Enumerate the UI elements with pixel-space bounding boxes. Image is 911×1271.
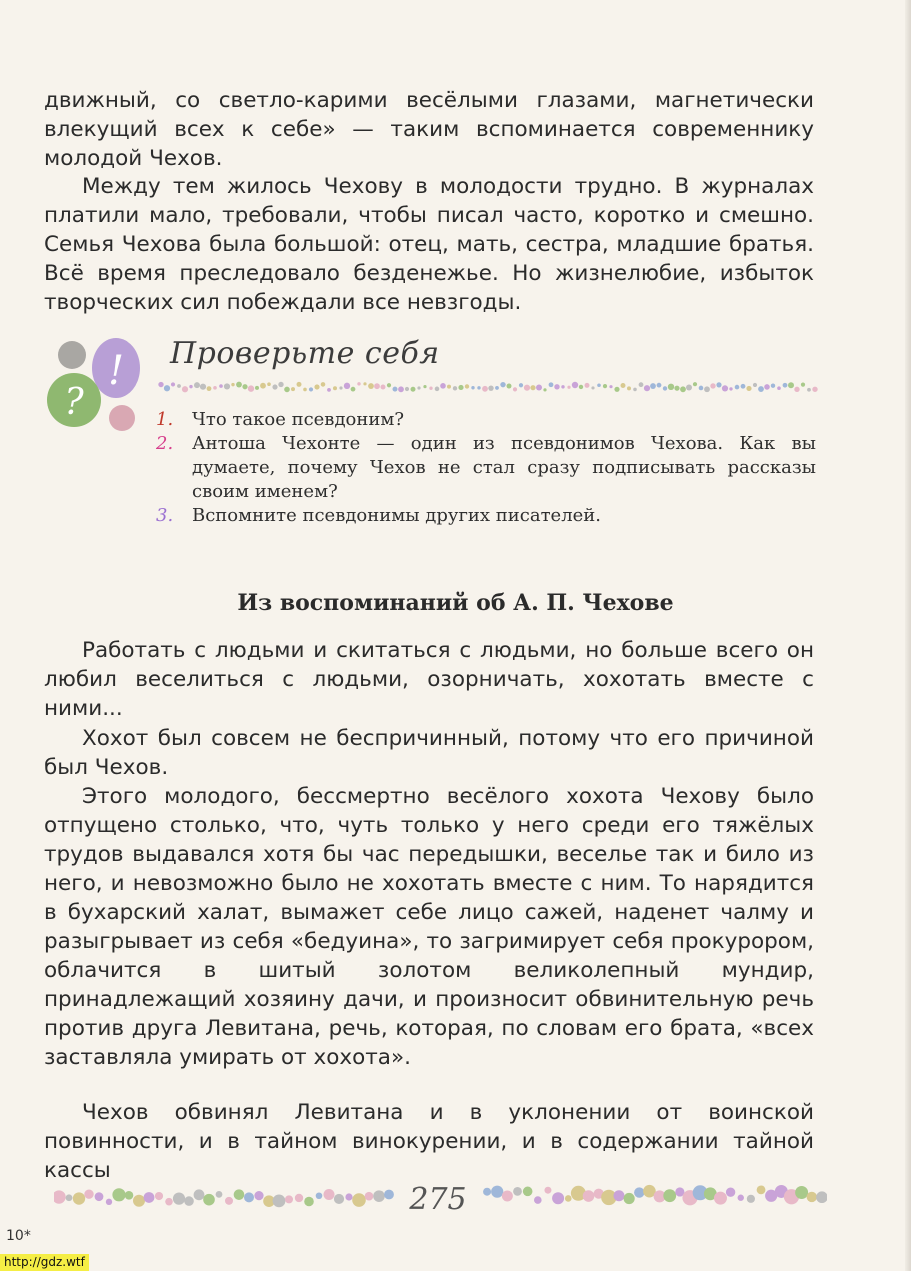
question-list [156, 408, 816, 528]
decorative-dot [260, 383, 266, 389]
decorative-dot [273, 1194, 286, 1207]
decorative-dot [738, 1195, 744, 1201]
decorative-dot [543, 388, 546, 391]
decorative-dot [609, 385, 612, 388]
decorative-dot [735, 385, 740, 390]
decorative-dot [554, 384, 559, 389]
decorative-dot [254, 1191, 263, 1200]
decorative-dot [634, 1187, 644, 1197]
decorative-dot [783, 383, 788, 388]
decorative-dot [423, 385, 426, 388]
decorative-dot [746, 386, 751, 391]
decorative-dot [297, 382, 302, 387]
decorative-dot [482, 386, 488, 392]
decorative-dot [657, 383, 662, 388]
svg-text:?: ? [64, 382, 84, 423]
decorative-dot [764, 384, 770, 390]
decorative-dot [440, 383, 446, 389]
decorative-dot [795, 1186, 808, 1199]
decorative-dot [693, 382, 697, 386]
page-number: 275 [409, 1182, 467, 1217]
decorative-dot [453, 386, 457, 390]
decorative-dot [699, 386, 704, 391]
check-yourself-title: Проверьте себя [170, 336, 440, 371]
decorative-dot [565, 1195, 572, 1202]
decorative-dot [345, 1193, 352, 1200]
decorative-dot [84, 1189, 93, 1198]
decorative-dot [244, 1192, 254, 1202]
decorative-dot [203, 1194, 215, 1206]
decorative-dot [357, 382, 360, 385]
decorative-dot [507, 384, 512, 389]
decorative-dot [663, 1189, 676, 1202]
decorative-dot [524, 385, 530, 391]
decorative-dot [144, 1192, 155, 1203]
decorative-dot [314, 384, 319, 389]
decorative-dot [173, 1193, 185, 1205]
memoir-paragraph-2: Хохот был совсем не беспричинный, потому что его причиной был Чехов. [44, 726, 814, 780]
decorative-dot [125, 1191, 134, 1200]
decorative-dot [650, 383, 656, 389]
question-exclamation-icon [44, 338, 154, 438]
decorative-dot [73, 1192, 85, 1204]
decorative-dot [393, 387, 398, 392]
memoir-paragraph-4: Чехов обвинял Левитана и в уклонении от воинской повинности, и в тайном винокурении, и в содержании тайной кассы [44, 1100, 814, 1183]
decorative-dot [182, 386, 188, 392]
decorative-dot [194, 1189, 205, 1200]
decorative-dot [339, 386, 342, 389]
decorative-dot [158, 382, 163, 387]
decorative-dot [519, 383, 523, 387]
decorative-dot-line [54, 1186, 394, 1210]
decorative-dot [613, 1190, 624, 1201]
decorative-dot [435, 387, 440, 392]
decorative-dot [165, 1198, 173, 1206]
decorative-dot [284, 387, 290, 393]
question-text: Антоша Чехонте — один из псевдонимов Чехова. Как вы думаете, почему Чехов не стал сразу подписывать рассказы своим именем? [192, 433, 816, 502]
svg-text:!: ! [107, 348, 125, 394]
decorative-dot [171, 382, 175, 386]
decorative-dot [747, 1195, 755, 1203]
decorative-dot [567, 386, 570, 389]
decorative-dot [66, 1194, 73, 1201]
decorative-dot [177, 384, 181, 388]
decorative-dot [429, 387, 432, 390]
decorative-dot [807, 388, 811, 392]
decorative-dot [352, 1193, 366, 1207]
decorative-dot [304, 1197, 314, 1207]
decorative-dot [285, 1195, 293, 1203]
decorative-dot [291, 387, 295, 391]
decorative-dot [777, 386, 781, 390]
decorative-dot [523, 1187, 533, 1197]
decorative-dot [334, 1194, 344, 1204]
decorative-dot [572, 382, 578, 388]
decorative-dot [663, 386, 667, 390]
decorative-dot [194, 382, 200, 388]
decorative-dot [714, 1192, 727, 1205]
decorative-dot [530, 385, 535, 390]
decorative-dot [534, 1196, 542, 1204]
decorative-dot [411, 387, 416, 392]
question-number: 2. [156, 433, 174, 454]
decorative-dot [324, 1189, 335, 1200]
decorative-dot [398, 386, 404, 392]
decorative-dot [807, 1192, 817, 1202]
decorative-dot [471, 386, 474, 389]
question-item [156, 432, 816, 504]
decorative-dot [513, 387, 517, 391]
decorative-dot [579, 385, 583, 389]
decorative-dot [381, 384, 386, 389]
page-edge [905, 0, 911, 1271]
decorative-dot [500, 382, 505, 387]
decorative-dot [365, 1192, 374, 1201]
decorative-dot [95, 1192, 104, 1201]
decorative-dot [483, 1188, 491, 1196]
decorative-dot [295, 1194, 303, 1202]
decorative-dot [753, 383, 757, 387]
decorative-dot [668, 384, 674, 390]
decorative-dot [248, 385, 254, 391]
decorative-dot [488, 385, 493, 390]
decorative-dot-line [158, 380, 818, 394]
decorative-dot [544, 1187, 551, 1194]
decorative-dot [627, 386, 631, 390]
decorative-dot [801, 383, 805, 387]
decorative-dot [112, 1188, 125, 1201]
decorative-dot [231, 383, 234, 386]
decorative-dot [207, 386, 212, 391]
decorative-dot [133, 1195, 145, 1207]
decorative-dot [710, 383, 715, 388]
section-title: Из воспоминаний об А. П. Чехове [237, 590, 674, 616]
decorative-dot [327, 388, 331, 392]
question-item [156, 504, 816, 528]
decorative-dot [633, 388, 637, 392]
decorative-dot [816, 1191, 827, 1203]
decorative-dot [242, 384, 247, 389]
decorative-dot [536, 384, 542, 390]
question-item [156, 408, 816, 432]
decorative-dot [552, 1192, 564, 1204]
decorative-dot [726, 1188, 735, 1197]
decorative-dot [447, 385, 451, 389]
decorative-dot [225, 1197, 233, 1205]
decorative-dot [351, 387, 356, 392]
decorative-dot [502, 1191, 513, 1202]
decorative-dot [255, 386, 259, 390]
decorative-dot [278, 382, 283, 387]
decorative-dot-line [482, 1182, 827, 1208]
decorative-dot [54, 1190, 66, 1203]
decorative-dot [303, 388, 307, 392]
decorative-dot [387, 383, 391, 387]
decorative-dot [794, 387, 799, 392]
watermark-link[interactable]: http://gdz.wtf [0, 1254, 89, 1271]
decorative-dot [272, 384, 277, 389]
decorative-dot [267, 382, 271, 386]
decorative-dot [771, 383, 775, 387]
question-number: 3. [156, 505, 174, 526]
decorative-dot [583, 1190, 595, 1202]
decorative-dot [213, 386, 217, 390]
decorative-dot [309, 387, 313, 391]
decorative-dot [384, 1190, 394, 1200]
decorative-dot [200, 384, 206, 390]
decorative-dot [368, 383, 374, 389]
decorative-dot [106, 1199, 112, 1205]
decorative-dot [234, 1189, 245, 1200]
decorative-dot [597, 383, 601, 387]
question-text: Что такое псевдоним? [192, 409, 405, 430]
decorative-dot [741, 384, 746, 389]
decorative-dot [224, 383, 230, 389]
decorative-dot [788, 382, 794, 388]
memoir-paragraph-1: Работать с людьми и скитаться с людьми, но больше всего он любил веселиться с людьми, озорничать, хохотать вместе с ними... [44, 638, 814, 721]
decorative-dot [236, 382, 242, 388]
decorative-dot [639, 382, 644, 387]
decorative-dot [513, 1187, 522, 1196]
decorative-dot [219, 384, 223, 388]
paragraph-2: Между тем жилось Чехову в молодости трудно. В журналах платили мало, требовали, чтобы писал часто, коротко и смешно. Семья Чехова была большой: отец, мать, сестра, младшие братья. Всё время преследовало безденежье. Но жизнелюбие, избыток творческих сил побеждали все невзгоды. [44, 174, 814, 315]
decorative-dot [216, 1191, 223, 1198]
decorative-dot [155, 1192, 163, 1200]
decorative-dot [716, 382, 721, 387]
decorative-dot [603, 384, 607, 388]
decorative-dot [624, 1193, 635, 1204]
decorative-dot [184, 1196, 194, 1206]
decorative-dot [316, 1192, 323, 1199]
decorative-dot [674, 386, 679, 391]
decorative-dot [585, 383, 590, 388]
decorative-dot [333, 386, 337, 390]
decorative-dot [591, 386, 594, 389]
decorative-dot [812, 387, 817, 392]
decorative-dot [758, 386, 764, 392]
decorative-dot [491, 1186, 503, 1198]
decorative-dot [757, 1185, 766, 1194]
decorative-dot [465, 384, 469, 388]
decorative-dot [373, 1190, 385, 1202]
decorative-dot [321, 382, 326, 387]
decorative-dot [644, 385, 650, 391]
decorative-dot [189, 385, 192, 388]
decorative-dot [477, 386, 480, 389]
decorative-dot [549, 382, 554, 387]
decorative-dot [722, 385, 728, 391]
decorative-dot [621, 383, 626, 388]
decorative-dot [405, 387, 409, 391]
decorative-dot [458, 385, 463, 390]
paragraph-1: движный, со светло-карими весёлыми глазами, магнетически влекущий всех к себе» — таким вспоминается современнику молодой Чехов. [44, 88, 814, 171]
decorative-dot [164, 385, 170, 391]
question-text: Вспомните псевдонимы других писателей. [192, 505, 602, 526]
decorative-dot [729, 387, 732, 390]
decorative-dot [495, 386, 499, 390]
signature-mark: 10* [6, 1228, 31, 1244]
decorative-dot [686, 384, 692, 390]
decorative-dot [561, 385, 564, 388]
question-number: 1. [156, 409, 174, 430]
decorative-dot [704, 386, 710, 392]
decorative-dot [374, 383, 380, 389]
memoir-paragraph-3: Этого молодого, бессмертно весёлого хохота Чехову было отпущено столько, что, чуть только у него среди его тяжёлых трудов выдавался хотя бы час передышки, веселье так и било из него, и невозможно было не хохотать вместе с ним. То нарядится в бухарский халат, вымажет себе лицо сажей, наденет чалму и разыгрывает из себя «бедуина», то загримирует себя прокурором, облачится в шитый золотом великолепный мундир, принадлежащий хозяину дачи, и произносит обвинительную речь против друга Левитана, речь, которая, по словам его брата, «всех заставляла умирать от хохота». [44, 784, 814, 1070]
decorative-dot [363, 382, 366, 385]
decorative-dot [614, 387, 619, 392]
decorative-dot [344, 383, 350, 389]
decorative-dot [417, 386, 420, 389]
decorative-dot [680, 386, 686, 392]
